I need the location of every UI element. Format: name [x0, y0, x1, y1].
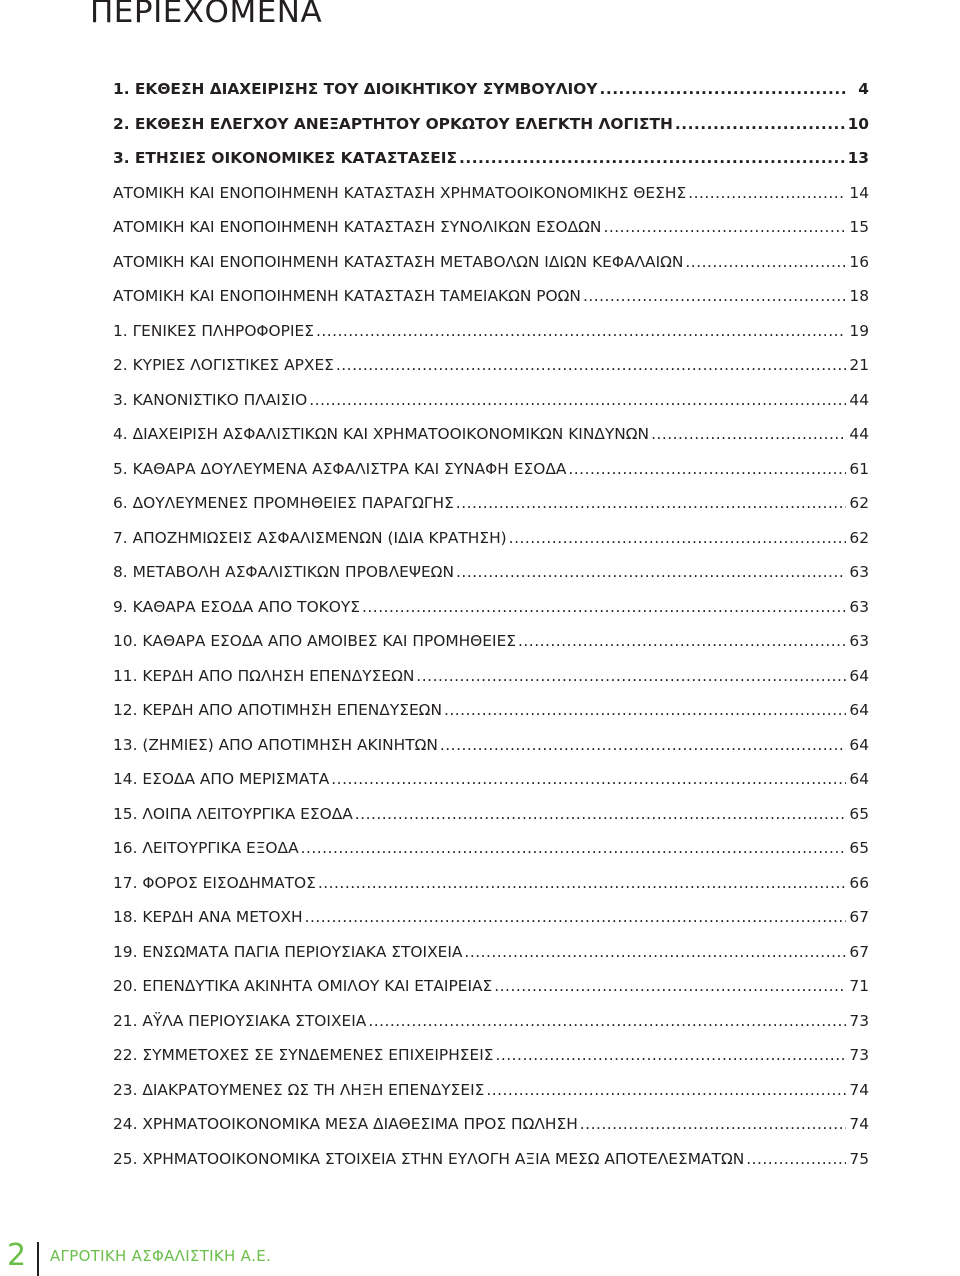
toc-entry[interactable]	[113, 768, 869, 803]
toc-dot-leader	[688, 182, 846, 204]
toc-entry-label: 24. ΧΡΗΜΑΤΟΟΙΚΟΝΟΜΙΚΑ ΜΕΣΑ ΔΙΑΘΕΣΙΜΑ ΠΡΟΣ ΠΩΛΗΣΗ	[113, 1115, 578, 1133]
toc-entry-page: 10	[847, 114, 869, 133]
toc-dot-leader	[456, 492, 846, 514]
toc-dot-leader	[509, 527, 846, 549]
toc-entry-label: 6. ΔΟΥΛΕΥΜΕΝΕΣ ΠΡΟΜΗΘΕΙΕΣ ΠΑΡΑΓΩΓΗΣ	[113, 494, 454, 512]
toc-entry-page: 16	[849, 252, 869, 271]
toc-entry-label: 20. ΕΠΕΝΔΥΤΙΚΑ ΑΚΙΝΗΤΑ ΟΜΙΛΟΥ ΚΑΙ ΕΤΑΙΡΕΙΑΣ	[113, 977, 493, 995]
toc-entry[interactable]	[113, 665, 869, 700]
toc-entry[interactable]	[113, 527, 869, 562]
page-title: ΠΕΡΙΕΧΟΜΕΝΑ	[90, 0, 323, 30]
toc-entry-label: 3. ΕΤΗΣΙΕΣ ΟΙΚΟΝΟΜΙΚΕΣ ΚΑΤΑΣΤΑΣΕΙΣ	[113, 149, 458, 167]
toc-entry-page: 15	[849, 218, 869, 236]
toc-entry-page: 74	[849, 1115, 869, 1133]
toc-dot-leader	[368, 1010, 846, 1032]
toc-entry-page: 62	[849, 494, 869, 512]
toc-entry-label: 18. ΚΕΡΔΗ ΑΝΑ ΜΕΤΟΧΗ	[113, 908, 303, 926]
toc-entry[interactable]	[113, 1148, 869, 1183]
page-footer	[0, 1238, 960, 1274]
toc-entry-page: 4	[858, 80, 869, 98]
toc-dot-leader	[495, 1044, 846, 1066]
toc-entry[interactable]	[113, 147, 869, 182]
toc-entry-label: 12. ΚΕΡΔΗ ΑΠΟ ΑΠΟΤΙΜΗΣΗ ΕΠΕΝΔΥΣΕΩΝ	[113, 701, 442, 719]
toc-entry-label: ΑΤΟΜΙΚΗ ΚΑΙ ΕΝΟΠΟΙΗΜΕΝΗ ΚΑΤΑΣΤΑΣΗ ΤΑΜΕΙΑΚΩΝ ΡΟΩΝ	[113, 287, 581, 305]
toc-dot-leader	[301, 837, 846, 859]
toc-entry-label: 4. ΔΙΑΧΕΙΡΙΣΗ ΑΣΦΑΛΙΣΤΙΚΩΝ ΚΑΙ ΧΡΗΜΑΤΟΟΙΚΟΝΟΜΙΚΩΝ ΚΙΝΔΥΝΩΝ	[113, 425, 650, 443]
toc-entry-page: 63	[849, 632, 869, 650]
toc-dot-leader	[568, 458, 846, 480]
toc-dot-leader	[362, 596, 846, 618]
toc-dot-leader	[651, 423, 846, 445]
toc-dot-leader	[456, 561, 846, 583]
toc-entry[interactable]	[113, 1079, 869, 1114]
toc-dot-leader	[355, 803, 846, 825]
toc-dot-leader	[459, 147, 845, 169]
toc-dot-leader	[464, 941, 846, 963]
toc-dot-leader	[580, 1113, 846, 1135]
toc-dot-leader	[494, 975, 846, 997]
toc-dot-leader	[603, 216, 846, 238]
toc-entry[interactable]	[113, 699, 869, 734]
toc-entry-page: 44	[849, 425, 869, 443]
toc-entry[interactable]	[113, 216, 869, 251]
toc-entry-page: 21	[849, 356, 869, 374]
toc-entry-page: 75	[849, 1149, 869, 1168]
footer-divider	[37, 1242, 39, 1276]
toc-entry-label: 16. ΛΕΙΤΟΥΡΓΙΚΑ ΕΞΟΔΑ	[113, 839, 299, 857]
toc-entry-page: 73	[849, 1011, 869, 1030]
toc-dot-leader	[444, 699, 846, 721]
toc-dot-leader	[675, 113, 845, 135]
toc-entry-page: 64	[849, 770, 869, 788]
toc-entry[interactable]	[113, 320, 869, 355]
toc-dot-leader	[316, 320, 846, 342]
toc-dot-leader	[518, 630, 846, 652]
toc-entry[interactable]	[113, 941, 869, 976]
toc-entry-page: 62	[849, 528, 869, 547]
toc-entry[interactable]	[113, 561, 869, 596]
toc-entry[interactable]	[113, 423, 869, 458]
toc-entry[interactable]	[113, 734, 869, 769]
toc-entry-page: 65	[849, 804, 869, 823]
toc-entry-label: 17. ΦΟΡΟΣ ΕΙΣΟΔΗΜΑΤΟΣ	[113, 873, 316, 892]
toc-dot-leader	[309, 389, 846, 411]
toc-entry[interactable]	[113, 492, 869, 527]
footer-company-name: ΑΓΡΟΤΙΚΗ ΑΣΦΑΛΙΣΤΙΚΗ Α.Ε.	[50, 1247, 272, 1265]
toc-dot-leader	[583, 285, 846, 307]
toc-entry[interactable]	[113, 389, 869, 424]
toc-entry-label: ΑΤΟΜΙΚΗ ΚΑΙ ΕΝΟΠΟΙΗΜΕΝΗ ΚΑΤΑΣΤΑΣΗ ΜΕΤΑΒΟΛΩΝ ΙΔΙΩΝ ΚΕΦΑΛΑΙΩΝ	[113, 252, 684, 271]
toc-entry[interactable]	[113, 1044, 869, 1079]
toc-dot-leader	[305, 906, 846, 928]
footer-page-number: 2	[7, 1238, 27, 1273]
toc-entry[interactable]	[113, 78, 869, 113]
toc-dot-leader	[331, 768, 846, 790]
toc-entry[interactable]	[113, 803, 869, 838]
toc-entry[interactable]	[113, 906, 869, 941]
toc-entry[interactable]	[113, 630, 869, 665]
toc-entry-label: 25. ΧΡΗΜΑΤΟΟΙΚΟΝΟΜΙΚΑ ΣΤΟΙΧΕΙΑ ΣΤΗΝ ΕΥΛΟΓΗ ΑΞΙΑ ΜΕΣΩ ΑΠΟΤΕΛΕΣΜΑΤΩΝ	[113, 1149, 745, 1168]
toc-entry-label: 23. ΔΙΑΚΡΑΤΟΥΜΕΝΕΣ ΩΣ ΤΗ ΛΗΞΗ ΕΠΕΝΔΥΣΕΙΣ	[113, 1080, 485, 1099]
toc-entry-page: 74	[849, 1080, 869, 1099]
toc-entry[interactable]	[113, 354, 869, 389]
toc-dot-leader	[685, 251, 846, 273]
toc-entry-page: 71	[849, 977, 869, 995]
toc-entry-page: 13	[847, 149, 869, 167]
toc-entry-page: 44	[849, 390, 869, 409]
toc-entry-label: 14. ΕΣΟΔΑ ΑΠΟ ΜΕΡΙΣΜΑΤΑ	[113, 770, 330, 788]
toc-entry[interactable]	[113, 251, 869, 286]
toc-entry-page: 63	[849, 563, 869, 581]
toc-dot-leader	[600, 78, 846, 100]
toc-entry-label: 13. (ΖΗΜΙΕΣ) ΑΠΟ ΑΠΟΤΙΜΗΣΗ ΑΚΙΝΗΤΩΝ	[113, 735, 438, 754]
toc-entry-label: 5. ΚΑΘΑΡΑ ΔΟΥΛΕΥΜΕΝΑ ΑΣΦΑΛΙΣΤΡΑ ΚΑΙ ΣΥΝΑΦΗ ΕΣΟΔΑ	[113, 459, 567, 478]
toc-entry[interactable]	[113, 285, 869, 320]
toc-dot-leader	[746, 1148, 846, 1170]
toc-dot-leader	[318, 872, 846, 894]
toc-entry-page: 64	[849, 735, 869, 754]
toc-entry-label: 1. ΕΚΘΕΣΗ ΔΙΑΧΕΙΡΙΣΗΣ ΤΟΥ ΔΙΟΙΚΗΤΙΚΟΥ ΣΥΜΒΟΥΛΙΟΥ	[113, 80, 598, 98]
toc-entry[interactable]	[113, 182, 869, 217]
toc-entry[interactable]	[113, 1113, 869, 1148]
toc-entry-label: 2. ΚΥΡΙΕΣ ΛΟΓΙΣΤΙΚΕΣ ΑΡΧΕΣ	[113, 356, 334, 374]
toc-entry-label: 22. ΣΥΜΜΕΤΟΧΕΣ ΣΕ ΣΥΝΔΕΜΕΝΕΣ ΕΠΙΧΕΙΡΗΣΕΙΣ	[113, 1046, 494, 1064]
toc-entry-label: 3. ΚΑΝΟΝΙΣΤΙΚΟ ΠΛΑΙΣΙΟ	[113, 390, 308, 409]
toc-entry-label: 8. ΜΕΤΑΒΟΛΗ ΑΣΦΑΛΙΣΤΙΚΩΝ ΠΡΟΒΛΕΨΕΩΝ	[113, 563, 454, 581]
toc-entry[interactable]	[113, 596, 869, 631]
toc-entry[interactable]	[113, 872, 869, 907]
toc-entry-label: 7. ΑΠΟΖΗΜΙΩΣΕΙΣ ΑΣΦΑΛΙΣΜΕΝΩΝ (ΙΔΙΑ ΚΡΑΤΗΣΗ)	[113, 528, 507, 547]
toc-dot-leader	[440, 734, 846, 756]
toc-entry-page: 61	[849, 459, 869, 478]
toc-entry-page: 64	[849, 701, 869, 719]
toc-entry-label: 1. ΓΕΝΙΚΕΣ ΠΛΗΡΟΦΟΡΙΕΣ	[113, 321, 314, 340]
toc-entry[interactable]	[113, 113, 869, 148]
toc-entry-label: 10. ΚΑΘΑΡΑ ΕΣΟΔΑ ΑΠΟ ΑΜΟΙΒΕΣ ΚΑΙ ΠΡΟΜΗΘΕΙΕΣ	[113, 632, 517, 650]
toc-entry-page: 65	[849, 839, 869, 857]
toc-entry-label: 15. ΛΟΙΠΑ ΛΕΙΤΟΥΡΓΙΚΑ ΕΣΟΔΑ	[113, 804, 353, 823]
toc-entry-page: 18	[849, 287, 869, 305]
toc-entry-page: 19	[849, 321, 869, 340]
toc-entry-label: ΑΤΟΜΙΚΗ ΚΑΙ ΕΝΟΠΟΙΗΜΕΝΗ ΚΑΤΑΣΤΑΣΗ ΧΡΗΜΑΤΟΟΙΚΟΝΟΜΙΚΗΣ ΘΕΣΗΣ	[113, 183, 687, 202]
toc-entry[interactable]	[113, 1010, 869, 1045]
toc-entry-label: 11. ΚΕΡΔΗ ΑΠΟ ΠΩΛΗΣΗ ΕΠΕΝΔΥΣΕΩΝ	[113, 666, 415, 685]
toc-entry-page: 66	[849, 873, 869, 892]
toc-dot-leader	[336, 354, 846, 376]
toc-entry-label: ΑΤΟΜΙΚΗ ΚΑΙ ΕΝΟΠΟΙΗΜΕΝΗ ΚΑΤΑΣΤΑΣΗ ΣΥΝΟΛΙΚΩΝ ΕΣΟΔΩΝ	[113, 218, 602, 236]
toc-entry[interactable]	[113, 458, 869, 493]
toc-entry-page: 73	[849, 1046, 869, 1064]
toc-dot-leader	[486, 1079, 846, 1101]
toc-entry-page: 67	[849, 942, 869, 961]
toc-entry[interactable]	[113, 975, 869, 1010]
toc-entry-label: 2. ΕΚΘΕΣΗ ΕΛΕΓΧΟΥ ΑΝΕΞΑΡΤΗΤΟΥ ΟΡΚΩΤΟΥ ΕΛΕΓΚΤΗ ΛΟΓΙΣΤΗ	[113, 114, 673, 133]
toc-entry-page: 63	[849, 597, 869, 616]
toc-entry-label: 21. ΑΫΛΑ ΠΕΡΙΟΥΣΙΑΚΑ ΣΤΟΙΧΕΙΑ	[113, 1011, 367, 1030]
table-of-contents	[113, 78, 869, 1182]
toc-dot-leader	[416, 665, 846, 687]
toc-entry[interactable]	[113, 837, 869, 872]
toc-entry-label: 19. ΕΝΣΩΜΑΤΑ ΠΑΓΙΑ ΠΕΡΙΟΥΣΙΑΚΑ ΣΤΟΙΧΕΙΑ	[113, 942, 463, 961]
toc-entry-page: 14	[849, 183, 869, 202]
toc-entry-label: 9. ΚΑΘΑΡΑ ΕΣΟΔΑ ΑΠΟ ΤΟΚΟΥΣ	[113, 597, 361, 616]
toc-entry-page: 67	[849, 908, 869, 926]
toc-entry-page: 64	[849, 666, 869, 685]
